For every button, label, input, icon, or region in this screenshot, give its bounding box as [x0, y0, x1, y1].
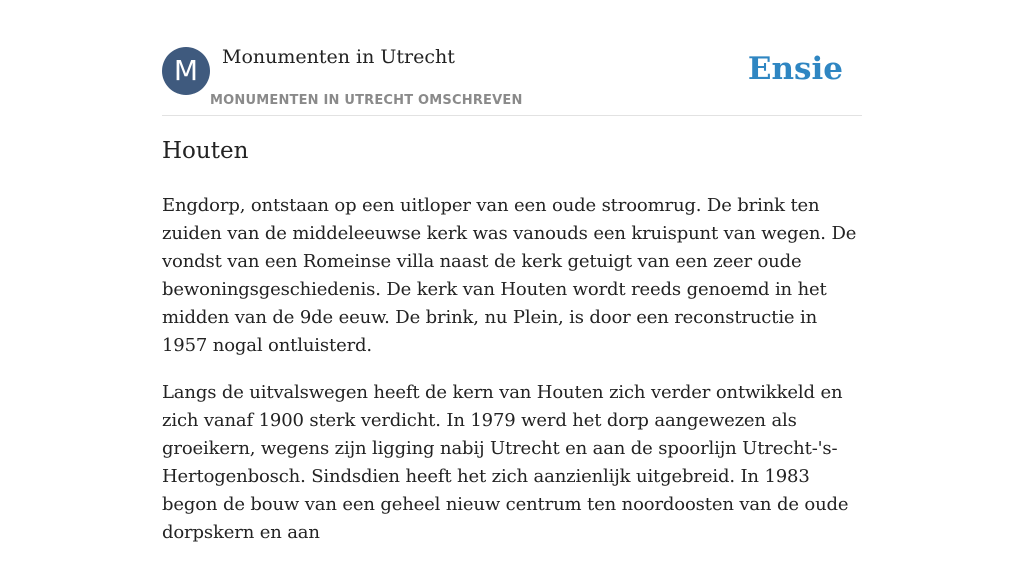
avatar[interactable]: M — [162, 47, 210, 95]
article-body — [162, 192, 862, 566]
article-paragraph: Engdorp, ontstaan op een uitloper van een oude stroomrug. De brink ten zuiden van de middeleeuwse kerk was vanouds een kruispunt van wegen. De vondst van een Romeinse villa naast de kerk getuigt van een zeer oude bewoningsgeschiedenis. De kerk van Houten wordt reeds genoemd in het midden van de 9de eeuw. De brink, nu Plein, is door een reconstructie in 1957 nogal ontluisterd. — [162, 195, 857, 356]
site-subtitle: MONUMENTEN IN UTRECHT OMSCHREVEN — [210, 93, 523, 108]
site-title[interactable]: Monumenten in Utrecht — [222, 46, 455, 68]
article-paragraph: Langs de uitvalswegen heeft de kern van Houten zich verder ontwikkeld en zich vanaf 1900 sterk verdicht. In 1979 werd het dorp aangewezen als groeikern, wegens zijn ligging nabij Utrecht en aan de spoorlijn Utrecht-'s-Hertogenbosch. Sindsdien heeft het zich aanzienlijk uitgebreid. In 1983 begon de bouw van een geheel nieuw centrum ten noordoosten van de oude dorpskern en aan — [162, 382, 849, 543]
page-header — [162, 45, 862, 116]
article-title: Houten — [162, 138, 249, 164]
brand-logo[interactable]: Ensie — [747, 51, 843, 87]
